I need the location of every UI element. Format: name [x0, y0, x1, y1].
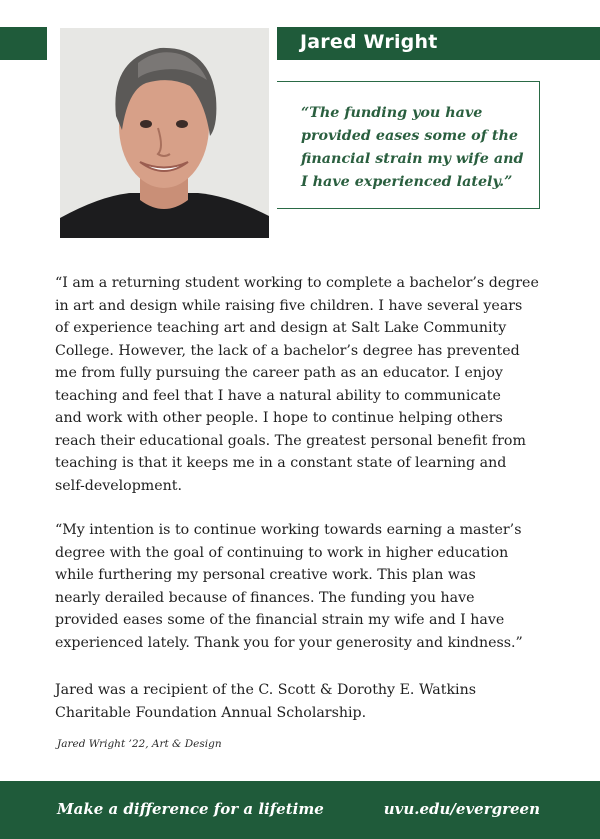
footer-tagline: Make a difference for a lifetime — [57, 800, 324, 818]
pull-quote: “The funding you have provided eases some of the financial strain my wife and I have experienced lately.” — [301, 105, 524, 190]
student-caption: Jared Wright ’22, Art & Design — [57, 738, 222, 750]
testimonial-paragraph-2: “My intention is to continue working towards earning a master’s degree with the goal of continuing to work in higher education while furthering my personal creative work. This plan was nearly derailed because of finances. The funding you have provided eases some of the financial strain my wife and I have experienced lately. Thank you for your generosity and kindness.” — [55, 522, 523, 651]
scholarship-note: Jared was a recipient of the C. Scott & Dorothy E. Watkins Charitable Foundation Annual Scholarship. — [55, 682, 477, 721]
testimonial-paragraph-1: “I am a returning student working to complete a bachelor’s degree in art and design while raising five children. I have several years of experience teaching art and design at Salt Lake Community College. However, the lack of a bachelor’s degree has prevented me from fully pursuing the career path as an educator. I enjoy teaching and feel that I have a natural ability to communicate and work with other people. I hope to continue helping others reach their educational goals. The greatest personal benefit from teaching is that it keeps me in a constant state of learning and self-development. — [55, 275, 539, 494]
student-photo — [60, 28, 269, 238]
portrait-image — [60, 28, 269, 238]
footer-url: uvu.edu/evergreen — [383, 800, 540, 818]
pull-quote-box — [277, 81, 540, 209]
student-name: Jared Wright — [300, 31, 438, 53]
footer-bar — [0, 781, 600, 839]
